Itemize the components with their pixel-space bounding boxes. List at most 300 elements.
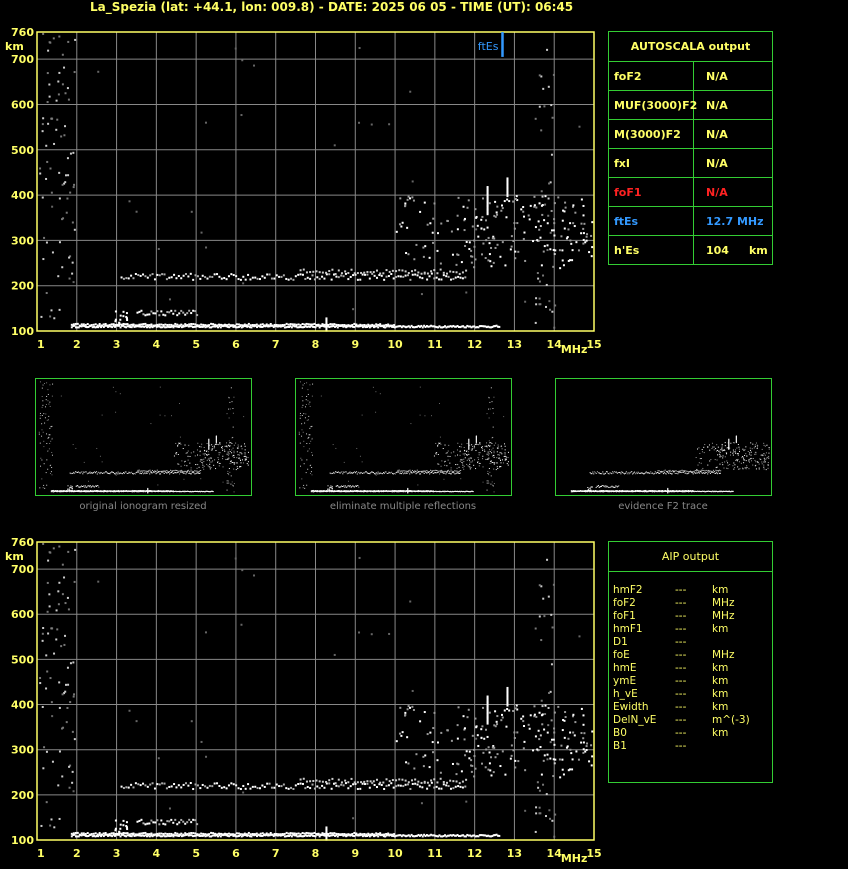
trace-point	[175, 277, 177, 279]
trace-point	[487, 227, 489, 229]
trace-point	[139, 473, 140, 474]
trace-point	[146, 314, 148, 316]
autoscala-table	[608, 31, 773, 265]
trace-point	[493, 427, 494, 428]
trace-point	[610, 472, 611, 473]
trace-point	[710, 459, 711, 460]
trace-point	[61, 266, 63, 268]
trace-point	[184, 314, 186, 316]
trace-point	[669, 471, 670, 472]
trace-point	[164, 324, 166, 326]
trace-point	[440, 263, 442, 265]
trace-point	[668, 470, 669, 471]
trace-point	[421, 293, 423, 295]
trace-point	[230, 445, 231, 446]
trace-point	[165, 471, 166, 472]
trace-point	[628, 472, 629, 473]
trace-point	[582, 205, 584, 207]
trace-point	[352, 473, 353, 474]
trace-point	[241, 453, 242, 454]
trace-point	[276, 324, 278, 326]
trace-point	[105, 323, 107, 325]
trace-point	[769, 449, 770, 450]
trace-point	[257, 278, 259, 280]
trace-point	[407, 488, 408, 489]
trace-point	[401, 473, 402, 474]
trace-point	[517, 251, 519, 253]
trace-point	[269, 273, 271, 275]
trace-point	[485, 219, 487, 221]
trace-point	[707, 473, 708, 474]
trace-point	[756, 468, 757, 469]
trace-point	[543, 105, 545, 107]
trace-point	[469, 460, 470, 461]
trace-point	[51, 471, 52, 472]
trace-point	[392, 270, 394, 272]
trace-point	[135, 782, 137, 784]
trace-point	[598, 472, 599, 473]
trace-point	[233, 413, 234, 414]
trace-point	[634, 472, 635, 473]
trace-point	[330, 487, 331, 488]
trace-point	[317, 833, 319, 835]
trace-point	[210, 832, 212, 834]
trace-point	[664, 472, 665, 473]
trace-point	[104, 472, 105, 473]
trace-point	[474, 448, 475, 449]
trace-point	[101, 833, 103, 835]
trace-point	[157, 484, 158, 485]
trace-point	[86, 487, 87, 488]
trace-point	[115, 473, 116, 474]
trace-point	[388, 472, 389, 473]
trace-point	[480, 452, 481, 453]
trace-point	[166, 472, 167, 473]
trace-point	[608, 473, 609, 474]
trace-point	[466, 241, 468, 243]
trace-point	[505, 454, 506, 455]
trace-point	[498, 454, 499, 455]
trace-point	[424, 245, 426, 247]
trace-point	[254, 833, 256, 835]
trace-point	[339, 324, 341, 326]
trace-point	[717, 467, 718, 468]
trace-point	[438, 464, 439, 465]
trace-point	[44, 383, 45, 384]
trace-point	[742, 468, 743, 469]
trace-point	[122, 824, 124, 826]
trace-point	[535, 226, 537, 228]
trace-point	[62, 54, 64, 56]
trace-point	[164, 471, 165, 472]
trace-point	[661, 471, 662, 472]
trace-point	[642, 473, 643, 474]
trace-point	[549, 248, 551, 250]
trace-point	[164, 823, 166, 825]
trace-point	[497, 448, 498, 449]
trace-point	[735, 449, 736, 450]
trace-point	[250, 833, 252, 835]
trace-point	[677, 471, 678, 472]
trace-point	[651, 473, 652, 474]
trace-point	[227, 480, 228, 481]
trace-point	[457, 254, 459, 256]
trace-point	[436, 472, 437, 473]
trace-point	[328, 485, 329, 486]
trace-point	[334, 144, 336, 146]
trace-point	[87, 323, 89, 325]
trace-point	[233, 455, 234, 456]
trace-point	[102, 461, 103, 462]
trace-point	[575, 241, 577, 243]
trace-point	[484, 451, 485, 452]
trace-point	[567, 228, 569, 230]
trace-point	[89, 325, 91, 327]
trace-point	[349, 472, 350, 473]
trace-point	[231, 443, 232, 444]
trace-point	[400, 473, 401, 474]
trace-point	[723, 468, 724, 469]
trace-point	[768, 458, 769, 459]
trace-point	[712, 471, 713, 472]
trace-point	[481, 227, 483, 229]
trace-point	[467, 443, 468, 444]
trace-point	[466, 454, 467, 455]
trace-point	[183, 471, 184, 472]
trace-point	[482, 450, 483, 451]
trace-point	[341, 472, 342, 473]
trace-point	[605, 487, 606, 488]
trace-point	[304, 423, 305, 424]
trace-point	[232, 456, 233, 457]
trace-point	[398, 472, 399, 473]
caption-eliminate: eliminate multiple reflections	[329, 501, 477, 512]
trace-point	[294, 832, 296, 834]
trace-point	[65, 174, 67, 176]
trace-point	[89, 472, 90, 473]
trace-point	[479, 463, 480, 464]
trace-point	[550, 232, 552, 234]
trace-point	[204, 450, 205, 451]
trace-point	[136, 472, 137, 473]
trace-point	[701, 470, 702, 471]
trace-point	[58, 172, 60, 174]
trace-point	[331, 323, 333, 325]
trace-point	[237, 466, 238, 467]
trace-point	[721, 448, 722, 449]
trace-point	[97, 473, 98, 474]
trace-point	[643, 473, 644, 474]
trace-point	[472, 448, 473, 449]
trace-point	[613, 473, 614, 474]
trace-point	[302, 388, 303, 389]
trace-point	[419, 471, 420, 472]
trace-point	[252, 324, 254, 326]
trace-point	[419, 276, 421, 278]
trace-point	[85, 324, 87, 326]
trace-point	[481, 447, 482, 448]
trace-point	[359, 833, 361, 835]
trace-point	[505, 216, 507, 218]
trace-point	[637, 473, 638, 474]
trace-point	[214, 448, 215, 449]
trace-point	[162, 471, 163, 472]
trace-point	[364, 274, 366, 276]
trace-point	[60, 135, 62, 137]
trace-point	[325, 272, 327, 274]
trace-point	[452, 472, 453, 473]
trace-point	[567, 236, 569, 238]
trace-point	[564, 202, 566, 204]
trace-point	[666, 473, 667, 474]
trace-point	[452, 254, 454, 256]
trace-point	[221, 447, 222, 448]
trace-point	[240, 324, 242, 326]
trace-point	[764, 445, 765, 446]
trace-point	[548, 86, 550, 88]
trace-point	[158, 833, 160, 835]
trace-point	[175, 472, 176, 473]
trace-point	[743, 462, 744, 463]
trace-point	[42, 388, 43, 389]
trace-point	[406, 472, 407, 473]
trace-point	[451, 231, 453, 233]
trace-point	[314, 832, 316, 834]
trace-point	[190, 323, 192, 325]
trace-point	[95, 832, 97, 834]
trace-point	[583, 214, 585, 216]
trace-point	[45, 413, 46, 414]
trace-point	[605, 485, 606, 486]
trace-point	[389, 271, 391, 273]
trace-point	[94, 471, 95, 472]
trace-point	[168, 820, 170, 822]
trace-point	[99, 472, 100, 473]
trace-point	[742, 456, 743, 457]
trace-point	[205, 122, 207, 124]
trace-point	[635, 473, 636, 474]
trace-point	[181, 466, 182, 467]
trace-point	[53, 317, 55, 319]
trace-point	[431, 470, 432, 471]
trace-point	[238, 454, 239, 455]
trace-point	[339, 472, 340, 473]
trace-point	[540, 225, 542, 227]
trace-point	[492, 456, 493, 457]
trace-point	[172, 313, 174, 315]
trace-point	[464, 276, 466, 278]
trace-point	[149, 274, 151, 276]
trace-point	[477, 462, 478, 463]
trace-point	[437, 446, 438, 447]
trace-point	[736, 435, 737, 436]
trace-point	[504, 200, 506, 202]
trace-point	[408, 272, 410, 274]
trace-point	[431, 415, 432, 416]
trace-point	[174, 470, 175, 471]
trace-point	[67, 174, 69, 176]
trace-point	[99, 832, 101, 834]
trace-point	[728, 465, 729, 466]
trace-point	[474, 208, 476, 210]
trace-point	[479, 465, 480, 466]
trace-point	[676, 470, 677, 471]
trace-point	[353, 323, 355, 325]
trace-point	[458, 197, 460, 199]
trace-point	[292, 323, 294, 325]
trace-point	[155, 471, 156, 472]
trace-point	[372, 472, 373, 473]
trace-point	[202, 467, 203, 468]
trace-point	[467, 455, 468, 456]
trace-point	[711, 448, 712, 449]
trace-point	[202, 833, 204, 835]
trace-point	[451, 467, 452, 468]
trace-point	[125, 832, 127, 834]
trace-point	[177, 472, 178, 473]
trace-point	[695, 473, 696, 474]
trace-point	[312, 323, 314, 325]
trace-point	[160, 415, 161, 416]
trace-point	[47, 101, 49, 103]
trace-point	[500, 452, 501, 453]
trace-point	[180, 470, 181, 471]
trace-point	[717, 470, 718, 471]
trace-point	[50, 441, 51, 442]
trace-point	[46, 485, 47, 486]
trace-point	[424, 272, 426, 274]
trace-point	[48, 84, 50, 86]
trace-point	[243, 462, 244, 463]
trace-point	[141, 471, 142, 472]
trace-point	[59, 309, 61, 311]
trace-point	[302, 415, 303, 416]
trace-point	[662, 471, 663, 472]
trace-point	[682, 470, 683, 471]
trace-point	[546, 249, 548, 251]
trace-point	[325, 317, 327, 319]
trace-point	[498, 835, 500, 837]
trace-point	[427, 273, 429, 275]
trace-point	[170, 472, 171, 473]
trace-point	[310, 426, 311, 427]
trace-point	[140, 471, 141, 472]
trace-point	[548, 198, 550, 200]
trace-point	[185, 461, 186, 462]
trace-point	[303, 446, 304, 447]
trace-point	[123, 278, 125, 280]
trace-point	[355, 486, 356, 487]
trace-point	[348, 473, 349, 474]
trace-point	[150, 820, 152, 822]
trace-point	[470, 458, 471, 459]
trace-point	[46, 459, 47, 460]
trace-point	[616, 472, 617, 473]
trace-point	[488, 458, 489, 459]
y-tick-label: 500	[11, 143, 34, 157]
trace-point	[445, 445, 446, 446]
trace-point	[201, 444, 202, 445]
trace-point	[148, 833, 150, 835]
trace-point	[91, 324, 93, 326]
trace-point	[734, 451, 735, 452]
trace-point	[387, 833, 389, 835]
trace-point	[238, 832, 240, 834]
trace-point	[212, 323, 214, 325]
trace-point	[746, 468, 747, 469]
trace-point	[146, 833, 148, 835]
trace-point	[493, 469, 494, 470]
trace-point	[97, 71, 99, 73]
trace-point	[335, 471, 336, 472]
trace-point	[45, 406, 46, 407]
trace-point	[679, 472, 680, 473]
trace-point	[730, 455, 731, 456]
trace-point	[589, 488, 590, 489]
trace-point	[722, 457, 723, 458]
trace-point	[212, 446, 213, 447]
trace-point	[467, 460, 468, 461]
x-tick-label: 7	[271, 338, 280, 351]
trace-point	[496, 462, 497, 463]
trace-point	[380, 393, 381, 394]
trace-point	[492, 408, 493, 409]
trace-point	[66, 198, 68, 200]
trace-point	[218, 459, 219, 460]
trace-point	[487, 454, 488, 455]
trace-point	[303, 385, 304, 386]
trace-point	[52, 384, 53, 385]
trace-point	[375, 832, 377, 834]
trace-point	[601, 473, 602, 474]
trace-point	[272, 325, 274, 327]
trace-point	[109, 473, 110, 474]
trace-point	[205, 457, 206, 458]
trace-point	[189, 463, 190, 464]
trace-point	[197, 464, 198, 465]
trace-point	[142, 472, 143, 473]
trace-point	[702, 473, 703, 474]
trace-point	[759, 469, 760, 470]
trace-point	[480, 463, 481, 464]
trace-point	[240, 466, 241, 467]
trace-point	[164, 415, 165, 416]
trace-point	[433, 269, 435, 271]
trace-point	[572, 222, 574, 224]
trace-point	[186, 453, 187, 454]
trace-point	[440, 444, 441, 445]
trace-point	[722, 445, 723, 446]
trace-point	[339, 833, 341, 835]
trace-point	[180, 819, 182, 821]
trace-point	[196, 823, 198, 825]
trace-point	[537, 272, 539, 274]
trace-point	[670, 473, 671, 474]
trace-point	[305, 417, 306, 418]
trace-point	[678, 471, 679, 472]
trace-point	[221, 278, 223, 280]
trace-point	[223, 277, 225, 279]
trace-point	[729, 464, 730, 465]
trace-point	[461, 446, 462, 447]
trace-point	[262, 832, 264, 834]
trace-point	[43, 446, 44, 447]
trace-point	[674, 471, 675, 472]
trace-point	[590, 235, 592, 237]
trace-point	[367, 833, 369, 835]
trace-point	[85, 485, 86, 486]
trace-point	[489, 260, 491, 262]
